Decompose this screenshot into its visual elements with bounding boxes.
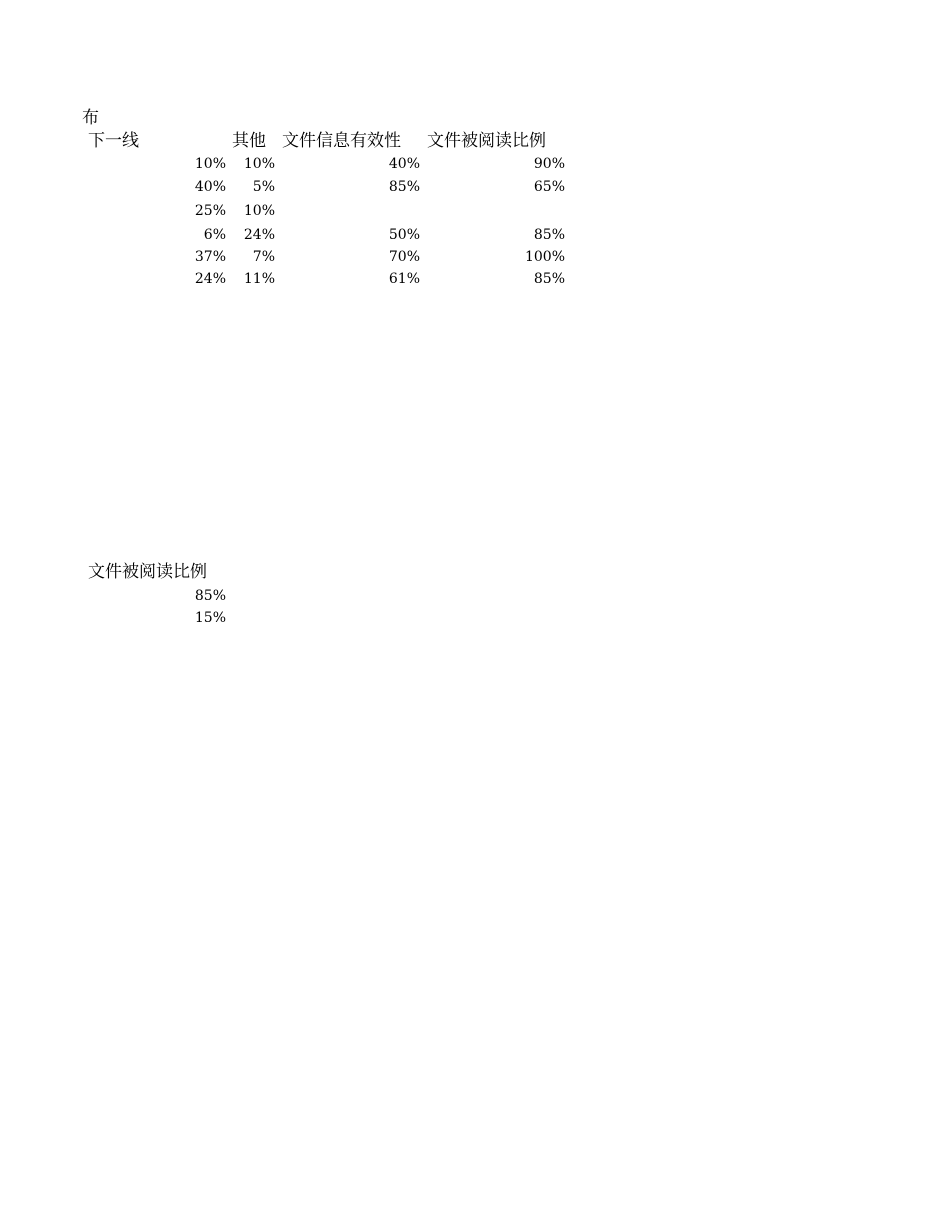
table-cell: 5% <box>252 179 275 195</box>
table-cell: 90% <box>533 156 565 172</box>
table-cell: 6% <box>203 227 226 243</box>
table-cell: 85% <box>194 588 226 604</box>
table-cell: 15% <box>194 610 226 626</box>
table-cell: 24% <box>243 227 275 243</box>
table-cell: 25% <box>194 203 226 219</box>
column-header-file-info-validity: 文件信息有效性 <box>282 131 401 151</box>
table-cell: 11% <box>243 271 275 287</box>
column-header-xiayixian: 下一线 <box>88 131 139 151</box>
table-cell: 65% <box>533 179 565 195</box>
column-header-other: 其他 <box>232 131 266 151</box>
table-cell: 37% <box>194 249 226 265</box>
table-cell: 50% <box>388 227 420 243</box>
table-cell: 85% <box>388 179 420 195</box>
table-cell: 40% <box>194 179 226 195</box>
table-cell: 100% <box>524 249 565 265</box>
table-cell: 61% <box>388 271 420 287</box>
table-cell: 10% <box>243 203 275 219</box>
table-cell: 85% <box>533 271 565 287</box>
table-cell: 85% <box>533 227 565 243</box>
table-cell: 7% <box>252 249 275 265</box>
table-cell: 24% <box>194 271 226 287</box>
table-cell: 40% <box>388 156 420 172</box>
column-header-file-read-ratio-2: 文件被阅读比例 <box>88 562 207 582</box>
table-cell: 10% <box>243 156 275 172</box>
table-cell: 10% <box>194 156 226 172</box>
title-fragment: 布 <box>82 108 99 128</box>
column-header-file-read-ratio: 文件被阅读比例 <box>427 131 546 151</box>
table-cell: 70% <box>388 249 420 265</box>
